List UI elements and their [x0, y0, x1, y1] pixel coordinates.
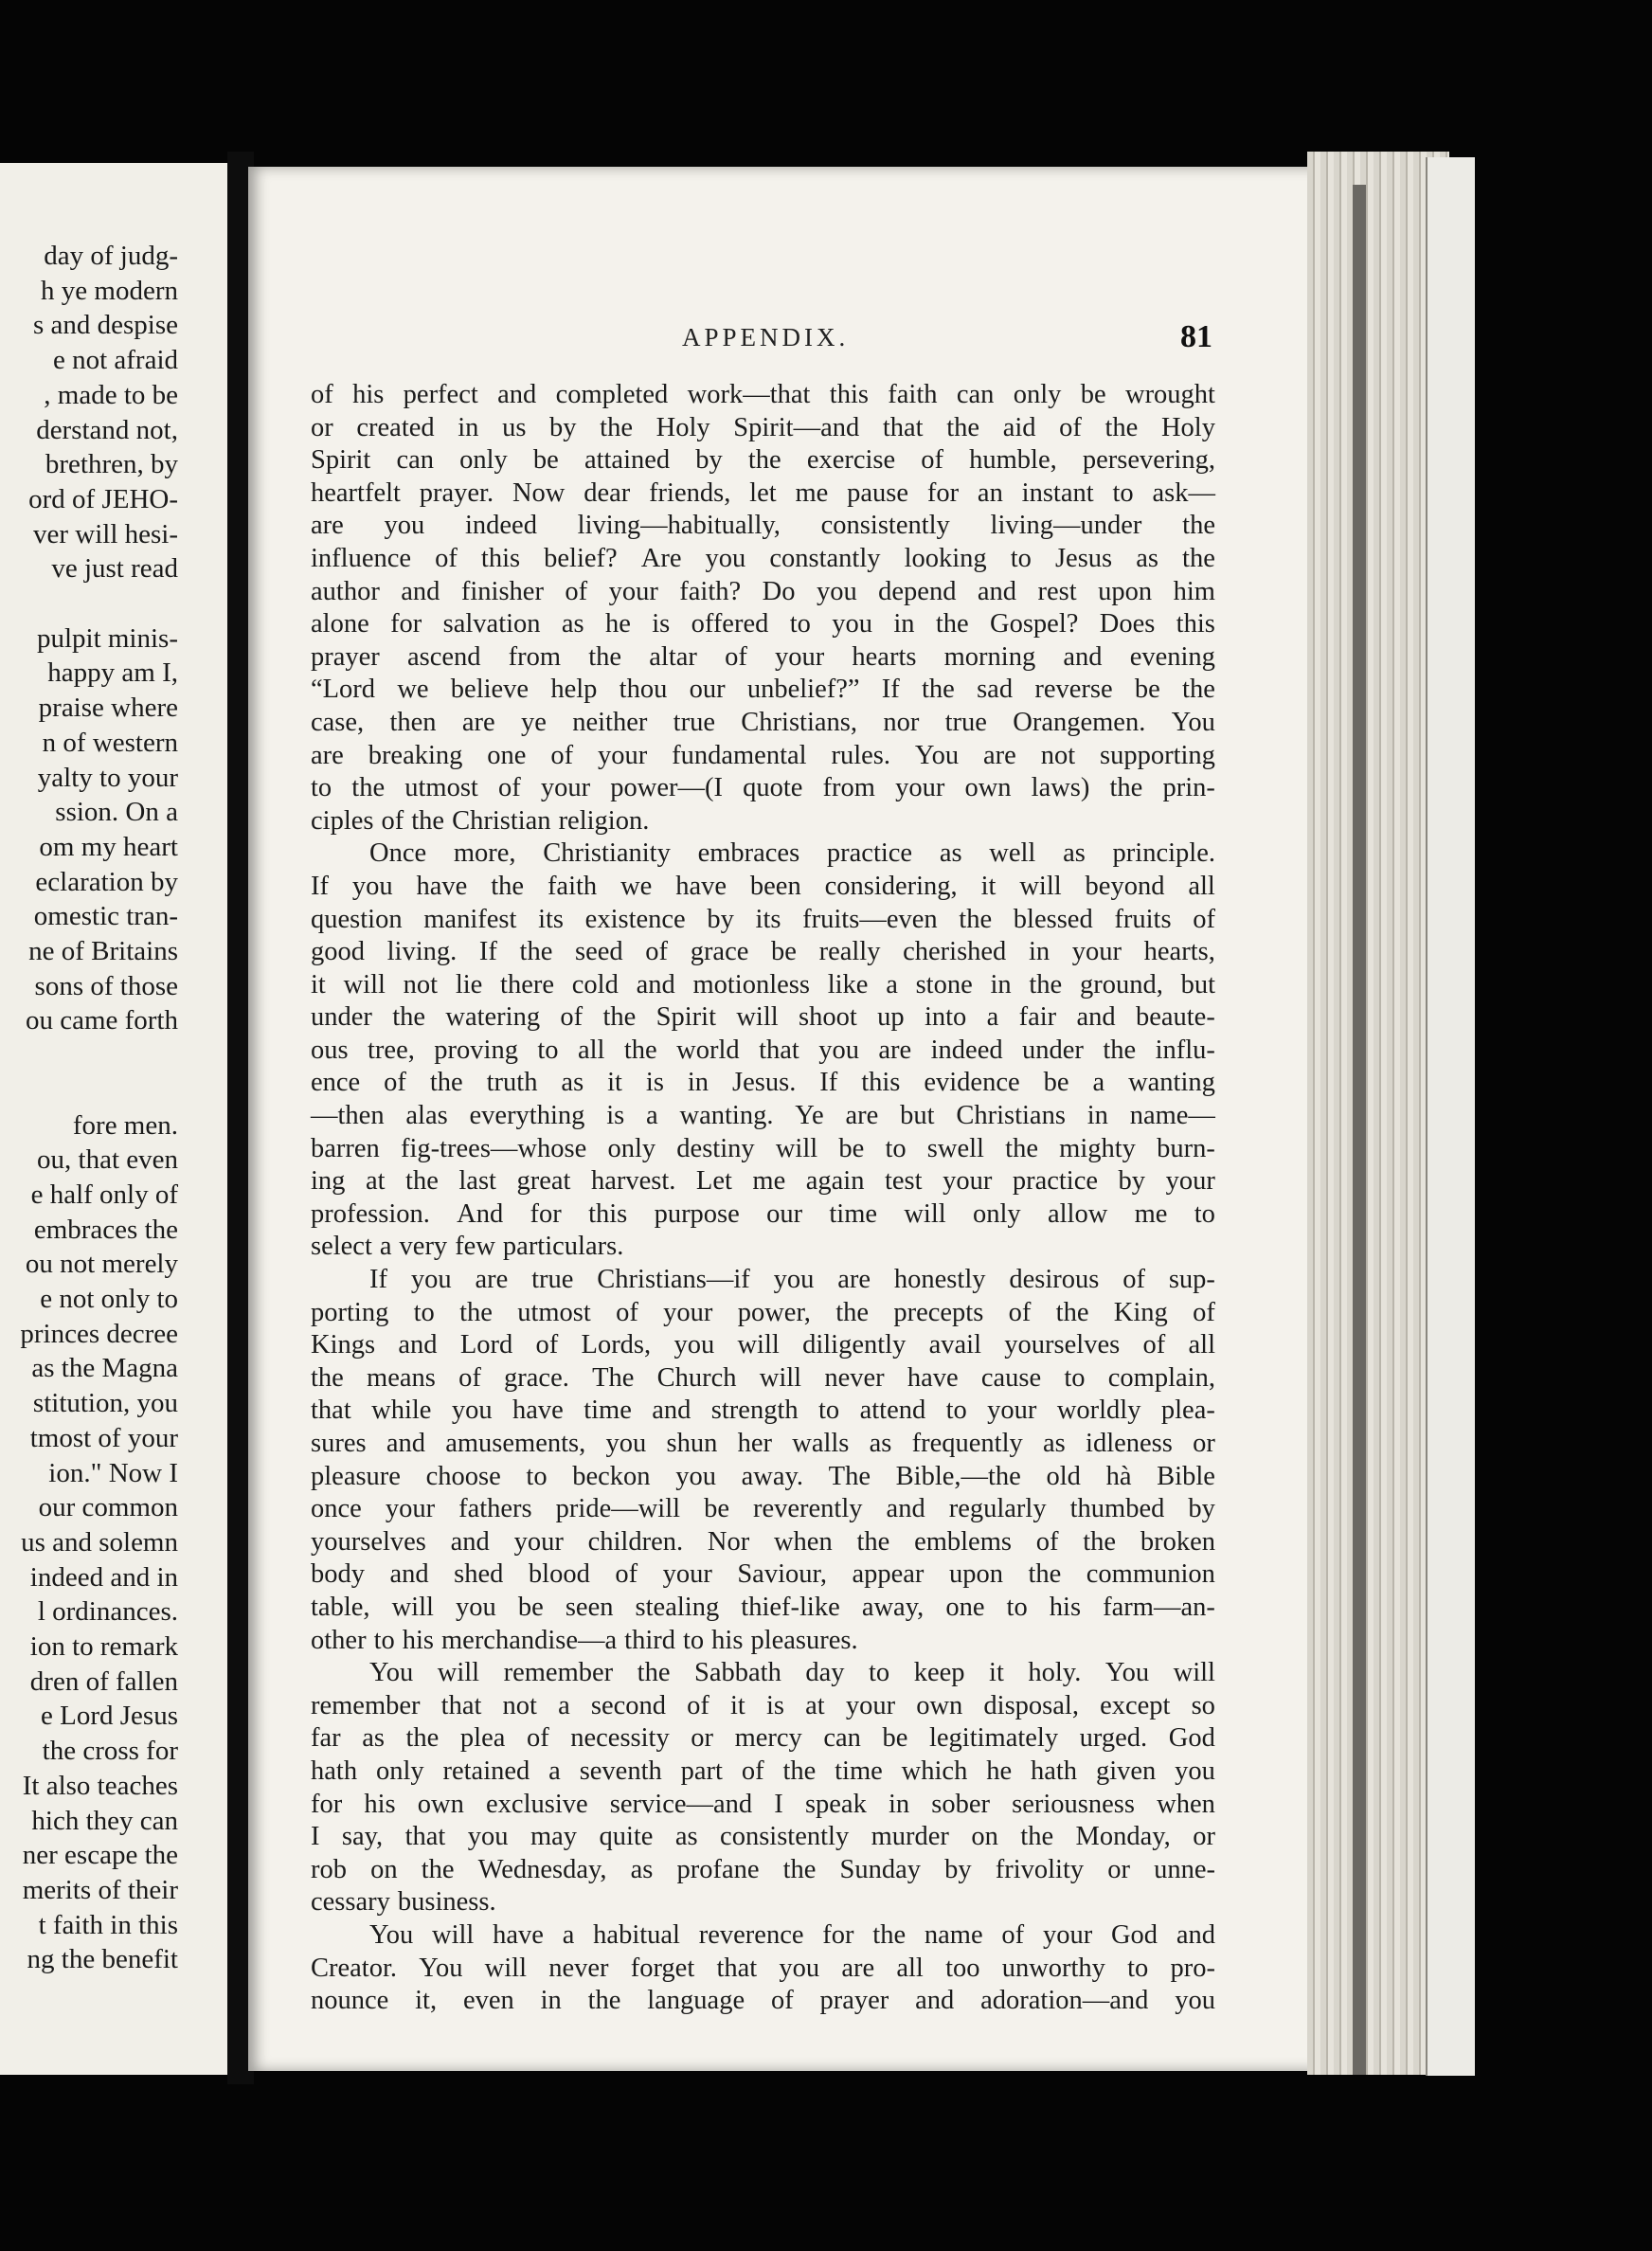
- left-page-line: ver will hesi-: [32, 518, 178, 549]
- left-page-line: derstand not,: [36, 414, 178, 445]
- text-line: heartfelt prayer. Now dear friends, let me pause for an instant to ask—: [311, 477, 1215, 508]
- text-line: “Lord we believe help thou our unbelief?” If the sad reverse be the: [311, 675, 1215, 705]
- left-page-line: ion." Now I: [48, 1457, 178, 1488]
- text-line: other to his merchandise—a third to his pleasures.: [311, 1625, 858, 1655]
- left-page-line: e Lord Jesus: [41, 1701, 178, 1732]
- left-page-line: l ordinances.: [37, 1596, 178, 1628]
- text-line: the means of grace. The Church will never have cause to complain,: [311, 1362, 1215, 1393]
- running-head: APPENDIX.: [682, 323, 850, 351]
- left-page-line: hich they can: [31, 1805, 178, 1836]
- left-page-line: brethren, by: [45, 449, 178, 480]
- back-cover-edge: [1426, 157, 1475, 2076]
- left-page-line: our common: [38, 1492, 178, 1523]
- left-page-line: , made to be: [44, 379, 178, 410]
- text-line: under the watering of the Spirit will shoot up into a fair and beaute-: [311, 1002, 1215, 1033]
- left-page-line: ion to remark: [29, 1631, 178, 1662]
- text-line: remember that not a second of it is at your own disposal, except so: [311, 1690, 1215, 1720]
- left-page-line: om my heart: [39, 831, 178, 862]
- page-header: [682, 319, 1212, 357]
- left-page-line: indeed and in: [29, 1561, 178, 1593]
- text-line: ing at the last great harvest. Let me again test your practice by your: [311, 1166, 1215, 1197]
- text-line: body and shed blood of your Saviour, appear upon the communion: [311, 1559, 1215, 1590]
- left-page-line: as the Magna: [31, 1353, 178, 1384]
- text-line: If you are true Christians—if you are honestly desirous of sup-: [369, 1265, 1215, 1295]
- left-page-line: e half only of: [30, 1179, 178, 1210]
- left-page: [0, 163, 230, 2075]
- left-page-line: s and despise: [32, 310, 178, 341]
- text-line: sures and amusements, you shun her walls as frequently as idleness or: [311, 1429, 1215, 1458]
- left-page-line: ord of JEHO-: [28, 483, 178, 514]
- left-page-line: h ye modern: [41, 275, 178, 306]
- text-line: You will remember the Sabbath day to keep it holy. You will: [369, 1658, 1215, 1688]
- body-text: [311, 379, 1215, 2018]
- text-line: select a very few particulars.: [311, 1232, 624, 1262]
- text-line: good living. If the seed of grace be really cherished in your hearts,: [311, 937, 1215, 967]
- text-line: once your fathers pride—will be reverently and regularly thumbed by: [311, 1494, 1215, 1524]
- text-line: barren fig-trees—whose only destiny will be to swell the mighty burn-: [311, 1133, 1215, 1163]
- text-line: for his own exclusive service—and I speak in sober seriousness when: [311, 1789, 1215, 1819]
- left-page-line: merits of their: [22, 1874, 178, 1905]
- left-page-line: the cross for: [42, 1736, 178, 1767]
- left-page-line: day of judg-: [44, 241, 178, 271]
- left-page-line: ner escape the: [22, 1840, 178, 1871]
- left-page-line: ou not merely: [25, 1249, 178, 1280]
- text-line: Creator. You will never forget that you are all too unworthy to pro-: [311, 1953, 1215, 1983]
- text-line: hath only retained a seventh part of the time which he hath given you: [311, 1756, 1215, 1786]
- text-line: to the utmost of your power—(I quote from your own laws) the prin-: [311, 773, 1215, 803]
- left-page-line: embraces the: [33, 1214, 178, 1245]
- left-page-line: us and solemn: [21, 1526, 178, 1558]
- text-line: If you have the faith we have been considering, it will beyond all: [311, 871, 1215, 901]
- left-page-line: princes decree: [20, 1318, 178, 1349]
- text-line: —then alas everything is a wanting. Ye are but Christians in name—: [311, 1101, 1215, 1131]
- text-line: ence of the truth as it is in Jesus. If this evidence be a wanting: [311, 1068, 1215, 1098]
- text-line: Once more, Christianity embraces practice as well as principle.: [369, 838, 1215, 869]
- text-line: You will have a habitual reverence for the name of your God and: [369, 1919, 1215, 1950]
- left-page-line: ou, that even: [37, 1144, 178, 1176]
- left-page-line: e not afraid: [52, 345, 178, 376]
- left-page-line: omestic tran-: [33, 901, 178, 932]
- text-line: far as the plea of necessity or mercy can be legitimately urged. God: [311, 1723, 1215, 1754]
- left-page-line: eclaration by: [35, 866, 178, 897]
- left-page-line: t faith in this: [38, 1909, 178, 1940]
- text-line: ciples of the Christian religion.: [311, 805, 650, 836]
- text-line: alone for salvation as he is offered to you in the Gospel? Does this: [311, 609, 1215, 639]
- left-page-line: ou came forth: [25, 1005, 178, 1036]
- left-page-line: ve just read: [51, 553, 178, 585]
- text-line: are you indeed living—habitually, consistently living—under the: [311, 511, 1215, 541]
- text-line: porting to the utmost of your power, the precepts of the King of: [311, 1297, 1215, 1327]
- left-page-line: yalty to your: [37, 762, 178, 793]
- left-page-line: tmost of your: [29, 1422, 178, 1453]
- left-page-line: stitution, you: [32, 1388, 178, 1419]
- text-line: ous tree, proving to all the world that you are indeed under the influ-: [311, 1035, 1215, 1065]
- text-line: author and finisher of your faith? Do you depend and rest upon him: [311, 576, 1215, 606]
- text-line: case, then are ye neither true Christians, nor true Orangemen. You: [311, 707, 1215, 737]
- text-line: question manifest its existence by its fruits—even the blessed fruits of: [311, 904, 1215, 934]
- text-line: yourselves and your children. Nor when the emblems of the broken: [311, 1526, 1215, 1557]
- text-line: are breaking one of your fundamental rules. You are not supporting: [311, 740, 1215, 770]
- text-line: Spirit can only be attained by the exercise of humble, persevering,: [311, 445, 1215, 476]
- text-line: profession. And for this purpose our time will only allow me to: [311, 1198, 1215, 1229]
- left-page-line: happy am I,: [47, 657, 178, 689]
- left-page-line: dren of fallen: [29, 1666, 178, 1697]
- text-line: of his perfect and completed work—that this faith can only be wrought: [311, 380, 1215, 409]
- left-page-line: n of western: [42, 727, 178, 758]
- left-page-line: sons of those: [34, 970, 178, 1001]
- text-line: cessary business.: [311, 1887, 496, 1918]
- text-line: prayer ascend from the altar of your hearts morning and evening: [311, 641, 1215, 672]
- text-line: table, will you be seen stealing thief-like away, one to his farm—an-: [311, 1592, 1215, 1622]
- text-line: or created in us by the Holy Spirit—and that the aid of the Holy: [311, 412, 1215, 442]
- text-line: it will not lie there cold and motionless like a stone in the ground, but: [311, 969, 1215, 999]
- left-page-line: ng the benefit: [27, 1944, 178, 1975]
- left-page-line: praise where: [38, 693, 178, 724]
- text-line: that while you have time and strength to attend to your worldly plea-: [311, 1396, 1215, 1426]
- text-line: pleasure choose to beckon you away. The Bible,—the old hà Bible: [311, 1461, 1215, 1491]
- left-page-line: ssion. On a: [55, 797, 178, 828]
- text-line: nounce it, even in the language of prayer and adoration—and you: [311, 1986, 1215, 2016]
- left-page-line: ne of Britains: [28, 936, 178, 966]
- text-line: rob on the Wednesday, as profane the Sunday by frivolity or unne-: [311, 1854, 1215, 1884]
- left-page-line: fore men.: [72, 1109, 178, 1141]
- left-page-line: pulpit minis-: [36, 622, 178, 654]
- left-page-line: It also teaches: [22, 1770, 178, 1801]
- left-page-line: e not only to: [40, 1284, 178, 1314]
- page-number: 81: [1180, 319, 1212, 354]
- text-line: Kings and Lord of Lords, you will diligently avail yourselves of all: [311, 1330, 1215, 1360]
- text-line: influence of this belief? Are you constantly looking to Jesus as the: [311, 543, 1215, 573]
- text-line: I say, that you may quite as consistently murder on the Monday, or: [311, 1822, 1215, 1852]
- page-edge-shadow: [1353, 185, 1366, 2075]
